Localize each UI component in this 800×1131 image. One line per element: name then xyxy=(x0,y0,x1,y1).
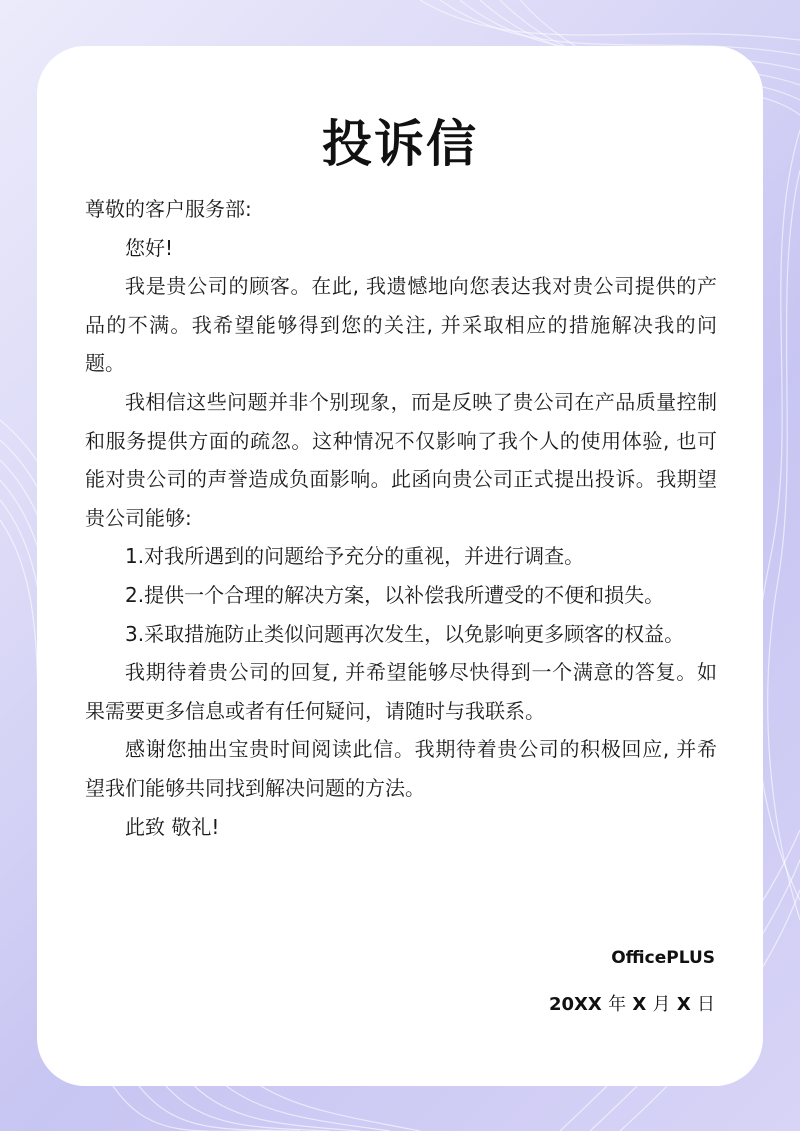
list-item-prevent: 3.采取措施防止类似问题再次发生，以免影响更多顾客的权益。 xyxy=(125,621,685,646)
paragraph-thanks: 感谢您抽出宝贵时间阅读此信。我期待着贵公司的积极回应, 并希望我们能够共同找到解决问题的方法。 xyxy=(85,737,717,800)
signature-date xyxy=(549,990,715,1016)
paragraph-reply: 我期待着贵公司的回复, 并希望能够尽快得到一个满意的答复。如果需要更多信息或者有任何疑问，请随时与我联系。 xyxy=(85,660,717,723)
salutation: 尊敬的客户服务部: xyxy=(85,197,252,221)
list-item-investigate: 1.对我所遇到的问题给予充分的重视，并进行调查。 xyxy=(125,544,585,569)
date-day-unit: 日 xyxy=(697,994,715,1015)
date-day: X xyxy=(676,994,691,1015)
date-year-unit: 年 xyxy=(608,994,627,1015)
signature-company: OfficePLUS xyxy=(611,948,715,968)
sign-off: 此致 敬礼! xyxy=(125,814,220,839)
greeting: 您好! xyxy=(125,235,174,260)
paragraph-intro: 我是贵公司的顾客。在此, 我遗憾地向您表达我对贵公司提供的产品的不满。我希望能够得到您的关注, 并采取相应的措施解决我的问题。 xyxy=(85,274,717,376)
letter-title: 投诉信 xyxy=(322,115,478,173)
list-item-solution: 2.提供一个合理的解决方案，以补偿我所遭受的不便和损失。 xyxy=(125,582,665,607)
letter-body xyxy=(85,190,717,846)
date-month: X xyxy=(632,994,647,1015)
paragraph-issue: 我相信这些问题并非个别现象，而是反映了贵公司在产品质量控制和服务提供方面的疏忽。这种情况不仅影响了我个人的使用体验, 也可能对贵公司的声誉造成负面影响。此函向贵公司正式提出投诉。我期望贵公司能够: xyxy=(85,389,717,530)
date-month-unit: 月 xyxy=(652,994,671,1015)
date-year: 20XX xyxy=(549,994,602,1015)
